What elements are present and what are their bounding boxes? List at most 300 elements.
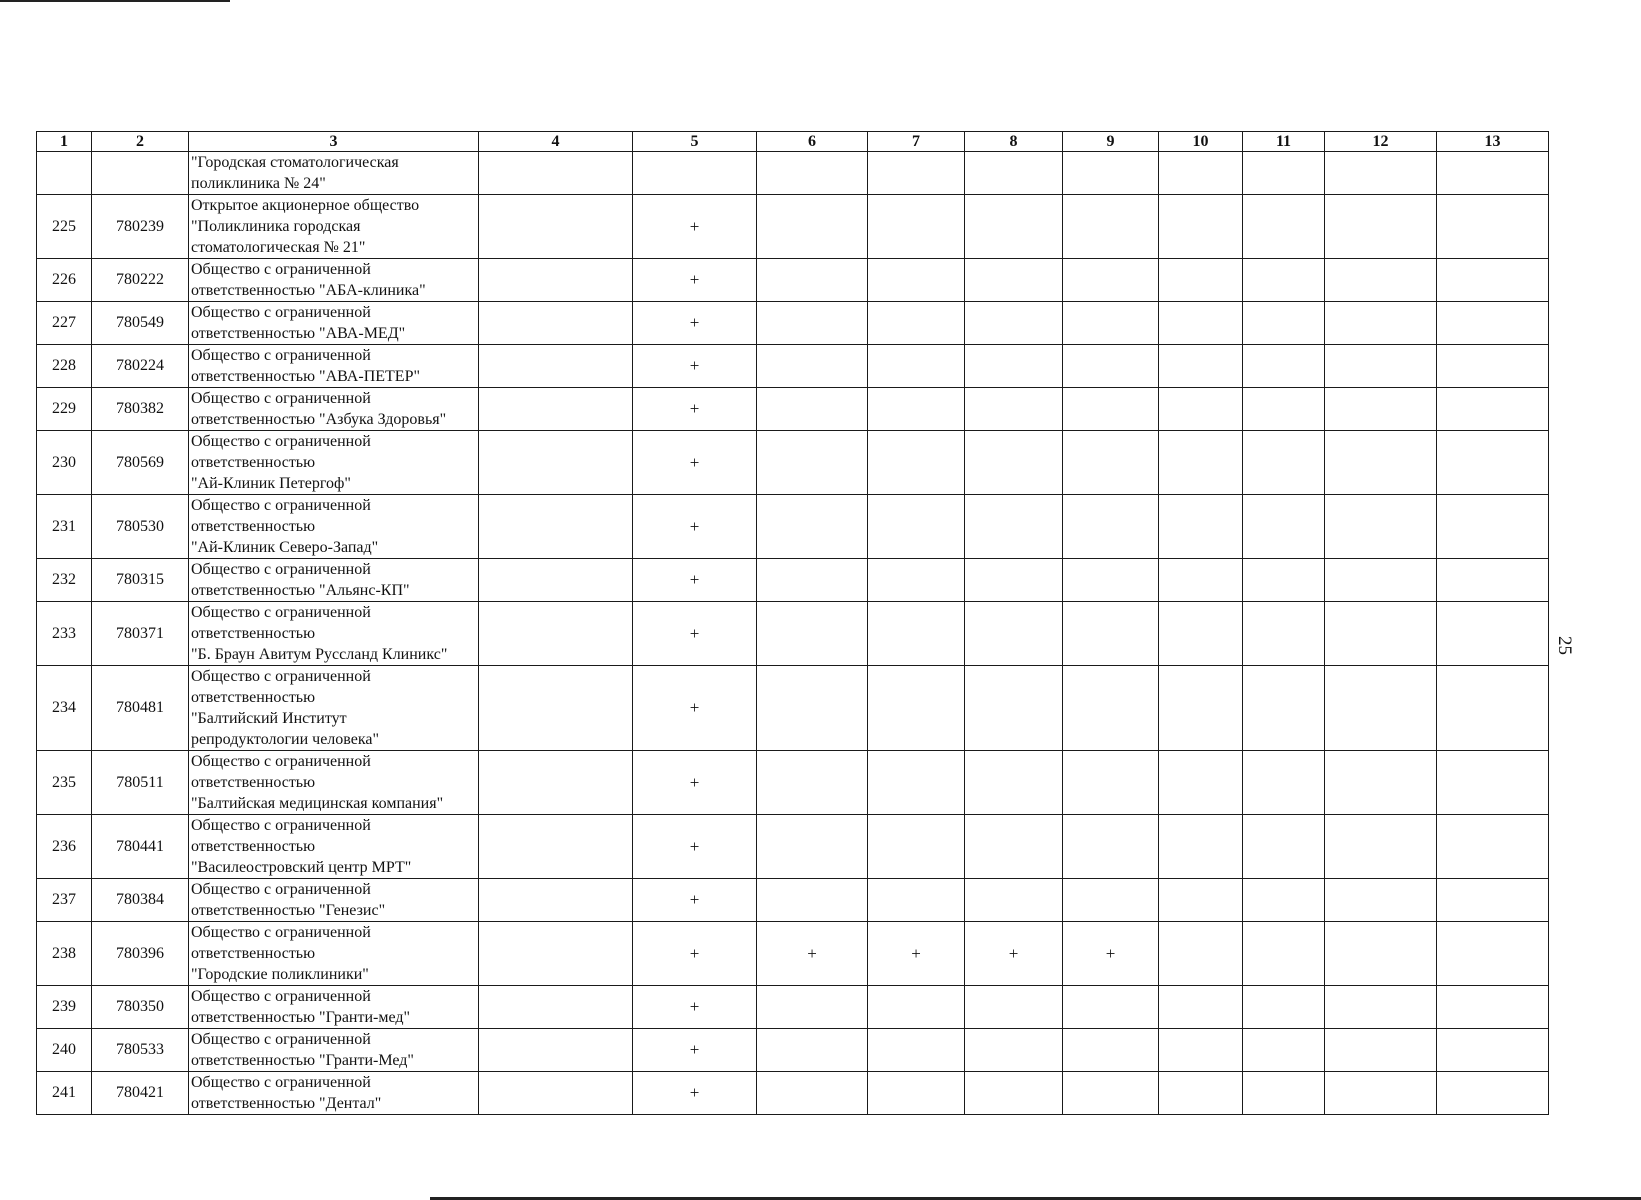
registry-code-cell: 780441 — [92, 815, 189, 879]
mark-cell-col-11 — [1243, 495, 1325, 559]
mark-cell-col-5: + — [633, 559, 757, 602]
mark-cell-col-10 — [1159, 1029, 1243, 1072]
row-number-cell: 226 — [37, 259, 92, 302]
organization-name-line: ответственностью "Дентал" — [191, 1095, 382, 1112]
mark-cell-col-9 — [1063, 751, 1159, 815]
mark-cell-col-9 — [1063, 1029, 1159, 1072]
mark-cell-col-5: + — [633, 302, 757, 345]
mark-cell-col-5: + — [633, 195, 757, 259]
mark-cell-col-5: + — [633, 259, 757, 302]
organization-name-cell — [189, 986, 479, 1029]
row-number-cell: 233 — [37, 602, 92, 666]
mark-cell-col-11 — [1243, 152, 1325, 195]
mark-cell-col-9 — [1063, 815, 1159, 879]
mark-cell-col-5: + — [633, 986, 757, 1029]
mark-cell-col-13 — [1437, 666, 1549, 751]
mark-cell-col-6 — [757, 345, 868, 388]
organization-name-line: "Городские поликлиники" — [191, 966, 369, 983]
table-row — [37, 495, 1549, 559]
registry-code-cell: 780530 — [92, 495, 189, 559]
mark-cell-col-12 — [1325, 259, 1437, 302]
mark-cell-col-10 — [1159, 152, 1243, 195]
organization-name-line: "Ай-Клиник Северо-Запад" — [191, 539, 379, 556]
row-number-cell: 228 — [37, 345, 92, 388]
organization-name-cell — [189, 751, 479, 815]
mark-cell-col-11 — [1243, 388, 1325, 431]
mark-cell-col-10 — [1159, 259, 1243, 302]
mark-cell-col-6 — [757, 559, 868, 602]
organization-name-line: Общество с ограниченной — [191, 881, 371, 898]
mark-cell-col-6 — [757, 815, 868, 879]
mark-cell-col-8 — [965, 1072, 1063, 1115]
mark-cell-col-7 — [868, 986, 965, 1029]
mark-cell-col-10 — [1159, 922, 1243, 986]
row-number-cell: 229 — [37, 388, 92, 431]
mark-cell-col-6 — [757, 495, 868, 559]
mark-cell-col-4 — [479, 345, 633, 388]
mark-cell-col-9 — [1063, 602, 1159, 666]
mark-cell-col-6 — [757, 431, 868, 495]
mark-cell-col-8 — [965, 431, 1063, 495]
table-body — [37, 152, 1549, 1115]
mark-cell-col-6: + — [757, 922, 868, 986]
row-number-cell: 240 — [37, 1029, 92, 1072]
mark-cell-col-12 — [1325, 751, 1437, 815]
mark-cell-col-8 — [965, 388, 1063, 431]
mark-cell-col-12 — [1325, 602, 1437, 666]
row-number-cell: 235 — [37, 751, 92, 815]
column-number: 9 — [1063, 132, 1159, 152]
mark-cell-col-12 — [1325, 815, 1437, 879]
mark-cell-col-4 — [479, 1072, 633, 1115]
mark-cell-col-10 — [1159, 602, 1243, 666]
mark-cell-col-7 — [868, 345, 965, 388]
mark-cell-col-5: + — [633, 345, 757, 388]
mark-cell-col-12 — [1325, 1072, 1437, 1115]
mark-cell-col-12 — [1325, 495, 1437, 559]
mark-cell-col-12 — [1325, 195, 1437, 259]
mark-cell-col-9 — [1063, 495, 1159, 559]
mark-cell-col-9: + — [1063, 922, 1159, 986]
registry-code-cell: 780224 — [92, 345, 189, 388]
organization-name-line: Общество с ограниченной — [191, 988, 371, 1005]
mark-cell-col-12 — [1325, 559, 1437, 602]
mark-cell-col-4 — [479, 559, 633, 602]
mark-cell-col-12 — [1325, 986, 1437, 1029]
column-number: 8 — [965, 132, 1063, 152]
mark-cell-col-7 — [868, 815, 965, 879]
row-number-cell: 236 — [37, 815, 92, 879]
mark-cell-col-13 — [1437, 922, 1549, 986]
organization-name-line: Общество с ограниченной — [191, 304, 371, 321]
mark-cell-col-12 — [1325, 879, 1437, 922]
mark-cell-col-8 — [965, 259, 1063, 302]
mark-cell-col-8 — [965, 302, 1063, 345]
registry-code-cell: 780384 — [92, 879, 189, 922]
mark-cell-col-10 — [1159, 751, 1243, 815]
table-row — [37, 1029, 1549, 1072]
registry-table — [36, 131, 1549, 1115]
registry-code-cell — [92, 152, 189, 195]
registry-code-cell: 780350 — [92, 986, 189, 1029]
mark-cell-col-12 — [1325, 922, 1437, 986]
mark-cell-col-13 — [1437, 602, 1549, 666]
mark-cell-col-9 — [1063, 986, 1159, 1029]
mark-cell-col-12 — [1325, 388, 1437, 431]
organization-name-line: "Балтийский Институт — [191, 710, 347, 727]
mark-cell-col-11 — [1243, 1029, 1325, 1072]
registry-code-cell: 780533 — [92, 1029, 189, 1072]
mark-cell-col-7 — [868, 431, 965, 495]
mark-cell-col-4 — [479, 666, 633, 751]
mark-cell-col-11 — [1243, 602, 1325, 666]
column-number: 13 — [1437, 132, 1549, 152]
mark-cell-col-7 — [868, 751, 965, 815]
row-number-cell — [37, 152, 92, 195]
mark-cell-col-7 — [868, 1072, 965, 1115]
organization-name-line: "Городская стоматологическая — [191, 154, 399, 171]
mark-cell-col-13 — [1437, 302, 1549, 345]
row-number-cell: 225 — [37, 195, 92, 259]
mark-cell-col-10 — [1159, 559, 1243, 602]
organization-name-cell — [189, 259, 479, 302]
mark-cell-col-5: + — [633, 751, 757, 815]
organization-name-line: ответственностью — [191, 774, 316, 791]
mark-cell-col-10 — [1159, 431, 1243, 495]
registry-code-cell: 780315 — [92, 559, 189, 602]
mark-cell-col-8 — [965, 879, 1063, 922]
mark-cell-col-6 — [757, 986, 868, 1029]
row-number-cell: 232 — [37, 559, 92, 602]
mark-cell-col-5: + — [633, 879, 757, 922]
mark-cell-col-11 — [1243, 986, 1325, 1029]
column-number: 12 — [1325, 132, 1437, 152]
organization-name-cell — [189, 1072, 479, 1115]
column-number: 4 — [479, 132, 633, 152]
column-number-row — [37, 132, 1549, 152]
column-number: 10 — [1159, 132, 1243, 152]
mark-cell-col-7 — [868, 302, 965, 345]
mark-cell-col-5: + — [633, 922, 757, 986]
mark-cell-col-8 — [965, 986, 1063, 1029]
mark-cell-col-4 — [479, 195, 633, 259]
organization-name-line: Общество с ограниченной — [191, 433, 371, 450]
column-number: 2 — [92, 132, 189, 152]
mark-cell-col-4 — [479, 751, 633, 815]
mark-cell-col-7 — [868, 195, 965, 259]
mark-cell-col-13 — [1437, 495, 1549, 559]
mark-cell-col-7 — [868, 879, 965, 922]
mark-cell-col-12 — [1325, 302, 1437, 345]
mark-cell-col-10 — [1159, 666, 1243, 751]
table-row — [37, 195, 1549, 259]
organization-name-line: Общество с ограниченной — [191, 924, 371, 941]
table-row — [37, 1072, 1549, 1115]
organization-name-cell — [189, 1029, 479, 1072]
registry-code-cell: 780549 — [92, 302, 189, 345]
mark-cell-col-8 — [965, 602, 1063, 666]
mark-cell-col-8 — [965, 666, 1063, 751]
mark-cell-col-10 — [1159, 302, 1243, 345]
mark-cell-col-13 — [1437, 152, 1549, 195]
mark-cell-col-6 — [757, 152, 868, 195]
registry-code-cell: 780222 — [92, 259, 189, 302]
organization-name-line: Открытое акционерное общество — [191, 197, 420, 214]
page-number: 25 — [1554, 636, 1575, 655]
mark-cell-col-7 — [868, 152, 965, 195]
organization-name-line: стоматологическая № 21" — [191, 239, 366, 256]
mark-cell-col-4 — [479, 922, 633, 986]
mark-cell-col-12 — [1325, 666, 1437, 751]
mark-cell-col-13 — [1437, 345, 1549, 388]
mark-cell-col-8: + — [965, 922, 1063, 986]
mark-cell-col-11 — [1243, 195, 1325, 259]
mark-cell-col-4 — [479, 815, 633, 879]
organization-name-line: ответственностью "АВА-МЕД" — [191, 325, 406, 342]
mark-cell-col-13 — [1437, 259, 1549, 302]
organization-name-line: Общество с ограниченной — [191, 1031, 371, 1048]
registry-code-cell: 780481 — [92, 666, 189, 751]
registry-code-cell: 780382 — [92, 388, 189, 431]
organization-name-cell — [189, 559, 479, 602]
mark-cell-col-8 — [965, 751, 1063, 815]
organization-name-cell — [189, 922, 479, 986]
mark-cell-col-6 — [757, 602, 868, 666]
table-row — [37, 666, 1549, 751]
organization-name-cell — [189, 345, 479, 388]
mark-cell-col-5: + — [633, 495, 757, 559]
table-row — [37, 879, 1549, 922]
mark-cell-col-11 — [1243, 345, 1325, 388]
mark-cell-col-10 — [1159, 495, 1243, 559]
table-row — [37, 431, 1549, 495]
organization-name-line: Общество с ограниченной — [191, 753, 371, 770]
organization-name-line: "Ай-Клиник Петергоф" — [191, 475, 351, 492]
organization-name-line: Общество с ограниченной — [191, 261, 371, 278]
organization-name-line: "Балтийская медицинская компания" — [191, 795, 444, 812]
table-row — [37, 559, 1549, 602]
mark-cell-col-11 — [1243, 751, 1325, 815]
mark-cell-col-11 — [1243, 879, 1325, 922]
registry-code-cell: 780396 — [92, 922, 189, 986]
mark-cell-col-13 — [1437, 986, 1549, 1029]
registry-code-cell: 780421 — [92, 1072, 189, 1115]
registry-code-cell: 780511 — [92, 751, 189, 815]
mark-cell-col-5 — [633, 152, 757, 195]
table-row — [37, 815, 1549, 879]
table-row — [37, 751, 1549, 815]
mark-cell-col-13 — [1437, 1029, 1549, 1072]
mark-cell-col-4 — [479, 388, 633, 431]
mark-cell-col-5: + — [633, 815, 757, 879]
mark-cell-col-11 — [1243, 922, 1325, 986]
mark-cell-col-4 — [479, 259, 633, 302]
mark-cell-col-10 — [1159, 388, 1243, 431]
mark-cell-col-9 — [1063, 259, 1159, 302]
mark-cell-col-13 — [1437, 431, 1549, 495]
mark-cell-col-4 — [479, 602, 633, 666]
table-row — [37, 986, 1549, 1029]
mark-cell-col-9 — [1063, 559, 1159, 602]
mark-cell-col-4 — [479, 152, 633, 195]
organization-name-line: ответственностью "Гранти-Мед" — [191, 1052, 414, 1069]
mark-cell-col-13 — [1437, 559, 1549, 602]
organization-name-cell — [189, 666, 479, 751]
mark-cell-col-4 — [479, 879, 633, 922]
row-number-cell: 230 — [37, 431, 92, 495]
mark-cell-col-10 — [1159, 879, 1243, 922]
mark-cell-col-11 — [1243, 815, 1325, 879]
organization-name-line: Общество с ограниченной — [191, 561, 371, 578]
row-number-cell: 237 — [37, 879, 92, 922]
mark-cell-col-12 — [1325, 345, 1437, 388]
mark-cell-col-9 — [1063, 1072, 1159, 1115]
mark-cell-col-10 — [1159, 815, 1243, 879]
organization-name-line: Общество с ограниченной — [191, 390, 371, 407]
mark-cell-col-11 — [1243, 1072, 1325, 1115]
mark-cell-col-12 — [1325, 1029, 1437, 1072]
mark-cell-col-13 — [1437, 195, 1549, 259]
mark-cell-col-5: + — [633, 666, 757, 751]
organization-name-line: ответственностью — [191, 945, 316, 962]
mark-cell-col-5: + — [633, 388, 757, 431]
mark-cell-col-10 — [1159, 195, 1243, 259]
mark-cell-col-8 — [965, 195, 1063, 259]
organization-name-line: Общество с ограниченной — [191, 817, 371, 834]
mark-cell-col-9 — [1063, 666, 1159, 751]
mark-cell-col-7 — [868, 559, 965, 602]
scan-edge-top — [0, 0, 230, 2]
organization-name-cell — [189, 815, 479, 879]
organization-name-line: "Василеостровский центр МРТ" — [191, 859, 412, 876]
mark-cell-col-7: + — [868, 922, 965, 986]
mark-cell-col-11 — [1243, 559, 1325, 602]
mark-cell-col-12 — [1325, 152, 1437, 195]
mark-cell-col-13 — [1437, 815, 1549, 879]
column-number: 11 — [1243, 132, 1325, 152]
mark-cell-col-11 — [1243, 259, 1325, 302]
mark-cell-col-5: + — [633, 1072, 757, 1115]
mark-cell-col-8 — [965, 495, 1063, 559]
mark-cell-col-9 — [1063, 431, 1159, 495]
mark-cell-col-7 — [868, 666, 965, 751]
organization-name-line: ответственностью — [191, 454, 316, 471]
registry-code-cell: 780569 — [92, 431, 189, 495]
organization-name-line: ответственностью — [191, 625, 316, 642]
mark-cell-col-9 — [1063, 195, 1159, 259]
mark-cell-col-9 — [1063, 388, 1159, 431]
table-row — [37, 602, 1549, 666]
organization-name-cell — [189, 431, 479, 495]
organization-name-line: Общество с ограниченной — [191, 604, 371, 621]
organization-name-line: ответственностью "АБА-клиника" — [191, 282, 426, 299]
row-number-cell: 231 — [37, 495, 92, 559]
mark-cell-col-10 — [1159, 345, 1243, 388]
mark-cell-col-6 — [757, 259, 868, 302]
organization-name-line: репродуктологии человека" — [191, 731, 380, 748]
organization-name-line: ответственностью "Альянс-КП" — [191, 582, 410, 599]
mark-cell-col-8 — [965, 815, 1063, 879]
mark-cell-col-7 — [868, 259, 965, 302]
organization-name-cell — [189, 302, 479, 345]
column-number: 6 — [757, 132, 868, 152]
table-row — [37, 152, 1549, 195]
mark-cell-col-10 — [1159, 986, 1243, 1029]
organization-name-line: Общество с ограниченной — [191, 668, 371, 685]
mark-cell-col-4 — [479, 986, 633, 1029]
organization-name-cell — [189, 879, 479, 922]
column-number: 3 — [189, 132, 479, 152]
mark-cell-col-7 — [868, 495, 965, 559]
organization-name-line: "Б. Браун Авитум Руссланд Клиникс" — [191, 646, 448, 663]
organization-name-cell — [189, 388, 479, 431]
mark-cell-col-13 — [1437, 751, 1549, 815]
mark-cell-col-9 — [1063, 345, 1159, 388]
row-number-cell: 227 — [37, 302, 92, 345]
organization-name-cell — [189, 195, 479, 259]
mark-cell-col-6 — [757, 302, 868, 345]
mark-cell-col-10 — [1159, 1072, 1243, 1115]
column-number: 7 — [868, 132, 965, 152]
mark-cell-col-6 — [757, 195, 868, 259]
mark-cell-col-9 — [1063, 302, 1159, 345]
organization-name-line: ответственностью — [191, 838, 316, 855]
mark-cell-col-11 — [1243, 302, 1325, 345]
registry-code-cell: 780239 — [92, 195, 189, 259]
table-row — [37, 259, 1549, 302]
mark-cell-col-13 — [1437, 1072, 1549, 1115]
mark-cell-col-4 — [479, 302, 633, 345]
mark-cell-col-7 — [868, 1029, 965, 1072]
organization-name-line: ответственностью — [191, 689, 316, 706]
organization-name-line: Общество с ограниченной — [191, 497, 371, 514]
mark-cell-col-6 — [757, 879, 868, 922]
registry-code-cell: 780371 — [92, 602, 189, 666]
table-row — [37, 345, 1549, 388]
mark-cell-col-12 — [1325, 431, 1437, 495]
table-row — [37, 388, 1549, 431]
table-row — [37, 922, 1549, 986]
mark-cell-col-6 — [757, 1029, 868, 1072]
organization-name-cell — [189, 495, 479, 559]
mark-cell-col-7 — [868, 388, 965, 431]
mark-cell-col-7 — [868, 602, 965, 666]
organization-name-line: Общество с ограниченной — [191, 1074, 371, 1091]
organization-name-line: ответственностью "Генезис" — [191, 902, 386, 919]
organization-name-line: ответственностью "АВА-ПЕТЕР" — [191, 368, 420, 385]
mark-cell-col-6 — [757, 388, 868, 431]
organization-name-line: ответственностью — [191, 518, 316, 535]
row-number-cell: 234 — [37, 666, 92, 751]
table-row — [37, 302, 1549, 345]
mark-cell-col-13 — [1437, 879, 1549, 922]
column-number: 5 — [633, 132, 757, 152]
organization-name-cell — [189, 602, 479, 666]
mark-cell-col-5: + — [633, 1029, 757, 1072]
mark-cell-col-11 — [1243, 431, 1325, 495]
mark-cell-col-9 — [1063, 152, 1159, 195]
organization-name-cell — [189, 152, 479, 195]
mark-cell-col-8 — [965, 152, 1063, 195]
column-number: 1 — [37, 132, 92, 152]
row-number-cell: 239 — [37, 986, 92, 1029]
mark-cell-col-13 — [1437, 388, 1549, 431]
mark-cell-col-8 — [965, 345, 1063, 388]
organization-name-line: ответственностью "Азбука Здоровья" — [191, 411, 447, 428]
organization-name-line: ответственностью "Гранти-мед" — [191, 1009, 411, 1026]
organization-name-line: поликлиника № 24" — [191, 175, 326, 192]
mark-cell-col-8 — [965, 559, 1063, 602]
